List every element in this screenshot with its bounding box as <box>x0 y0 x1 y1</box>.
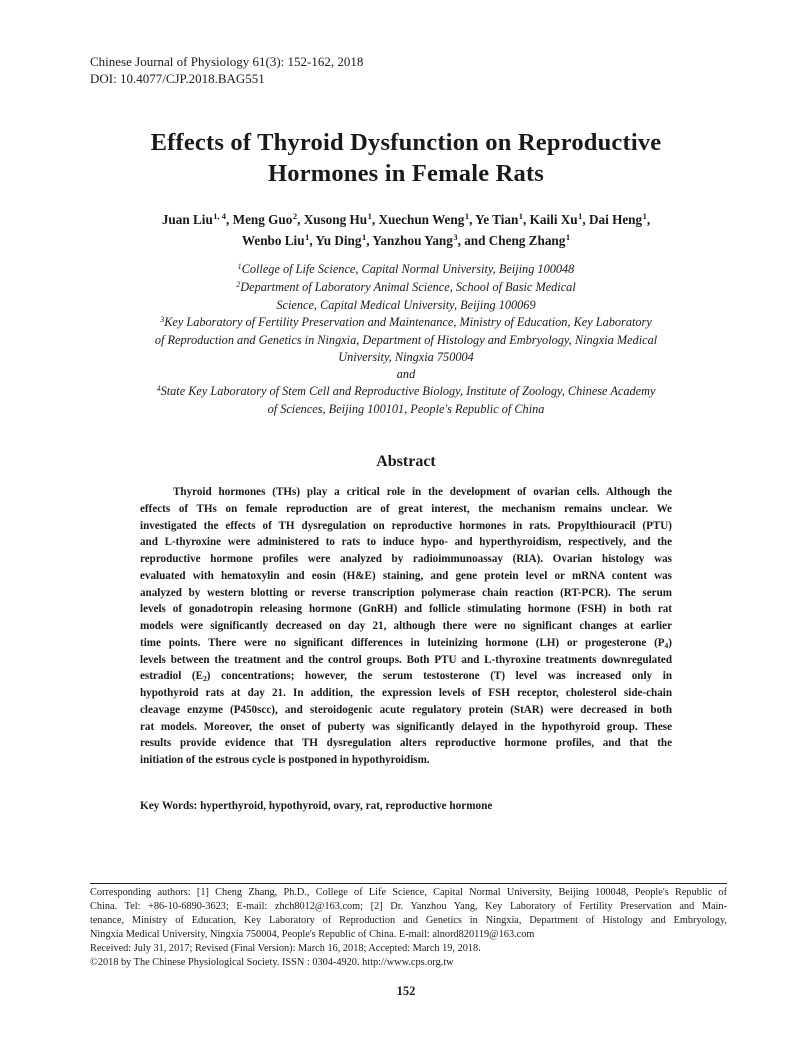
author-list <box>60 210 752 252</box>
footnote-line: Corresponding authors: [1] Cheng Zhang, Ph.D., College of Life Science, Capital Normal University, Beijing 100048, People's Republic of <box>90 887 727 898</box>
abstract-text: time points. There were no significant differences in luteinizing hormone (LH) or progesterone (P <box>140 636 665 649</box>
affiliation-marker: 1 <box>237 262 242 271</box>
author-name: Yu Ding <box>315 233 362 248</box>
abstract-line <box>140 635 672 652</box>
abstract-text: effects of THs on female reproduction are of great interest, the mechanism remains unclear. We <box>140 502 672 515</box>
author-affiliation-marker: 1, 4 <box>213 211 227 221</box>
author-name: Yanzhou Yang <box>372 233 453 248</box>
author-separator: , <box>457 233 465 248</box>
abstract-line <box>140 752 672 769</box>
author-separator: , <box>309 233 316 248</box>
author-name: Wenbo Liu <box>241 233 305 248</box>
author-name: and Cheng Zhang <box>464 233 566 248</box>
abstract-text: rat models. Moreover, the onset of puberty was significantly delayed in the hypothyroid group. These <box>140 720 672 733</box>
running-head <box>90 53 363 87</box>
author-name: Xusong Hu <box>303 212 368 227</box>
abstract-line <box>140 702 672 719</box>
title-line-2: Hormones in Female Rats <box>267 160 545 187</box>
affiliation-marker: 3 <box>160 315 165 324</box>
abstract-text: analyzed by western blotting or reverse transcription polymerase chain reaction (RT-PCR). The serum <box>140 586 672 599</box>
author-affiliation-marker: 1 <box>518 211 524 221</box>
abstract-line <box>140 534 672 551</box>
author-separator: , <box>297 212 304 227</box>
author-affiliation-marker: 1 <box>578 211 583 221</box>
affiliation-text: State Key Laboratory of Stem Cell and Reproductive Biology, Institute of Zoology, Chinese Academy <box>160 384 656 398</box>
affiliation-marker: 2 <box>236 280 241 289</box>
affiliation-4-cont: of Sciences, Beijing 100101, People's Republic of China <box>267 402 545 416</box>
author-separator: , <box>646 212 651 227</box>
abstract-text: initiation of the estrous cycle is postponed in hypothyroidism. <box>140 754 430 766</box>
journal-citation: Chinese Journal of Physiology 61(3): 152-162, 2018 <box>90 54 364 69</box>
abstract-line <box>140 652 672 669</box>
author-line-1 <box>60 210 752 231</box>
author-affiliation-marker: 1 <box>361 232 367 242</box>
affiliation-3 <box>60 314 752 332</box>
author-name: Dai Heng <box>588 212 643 227</box>
footnote <box>90 886 727 970</box>
abstract-text: estradiol (E <box>140 670 204 683</box>
abstract-heading: Abstract <box>376 453 436 470</box>
footnote-line: ©2018 by The Chinese Physiological Society. ISSN : 0304-4920. http://www.cps.org.tw <box>90 957 454 968</box>
author-separator: , <box>523 212 530 227</box>
abstract-body <box>140 484 672 769</box>
author-affiliation-marker: 2 <box>292 211 298 221</box>
author-separator: , <box>226 212 233 227</box>
abstract-text: hypothyroid rats at day 21. In addition, the expression levels of FSH receptor, cholesterol side-chain <box>140 687 672 699</box>
abstract-text: results provide evidence that TH dysregulation alters reproductive hormone profiles, and that the <box>140 737 672 750</box>
affiliations <box>60 261 752 418</box>
abstract-line <box>140 568 672 585</box>
abstract-line <box>140 484 672 501</box>
footnote-divider <box>90 883 727 884</box>
abstract-text: evaluated with hematoxylin and eosin (H&E) staining, and gene protein level or mRNA content was <box>140 569 672 582</box>
abstract-text: models were significantly decreased on day 21, although there were no significant changes at earlier <box>140 620 672 632</box>
author-affiliation-marker: 1 <box>464 211 470 221</box>
author-affiliation-marker: 1 <box>367 211 372 221</box>
abstract-line <box>140 551 672 568</box>
footnote-line: China. Tel: +86-10-6890-3623; E-mail: zhch8012@163.com; [2] Dr. Yanzhou Yang, Key Laboratory of Fertility Preservation and Main- <box>90 901 727 912</box>
affiliation-2 <box>60 279 752 297</box>
affiliation-text: Department of Laboratory Animal Science, School of Basic Medical <box>240 280 576 294</box>
abstract-line <box>140 585 672 602</box>
author-separator: , <box>582 212 589 227</box>
author-separator: , <box>366 233 373 248</box>
abstract-text: reproductive hormone profiles were analyzed by radioimmunoassay (RIA). Ovarian histology was <box>140 553 672 565</box>
subscript: 4 <box>664 640 669 650</box>
author-affiliation-marker: 1 <box>565 232 571 242</box>
abstract-text: and L-thyroxine were administered to rats to induce hypo- and hyperthyroidism, respectively, and the <box>140 536 672 549</box>
affiliation-1 <box>60 261 752 279</box>
abstract-line <box>140 719 672 736</box>
affiliation-text: College of Life Science, Capital Normal University, Beijing 100048 <box>241 262 575 276</box>
page-number: 152 <box>396 984 416 998</box>
author-name: Kaili Xu <box>529 212 578 227</box>
abstract-line <box>140 735 672 752</box>
title-line-1: Effects of Thyroid Dysfunction on Reproductive <box>150 129 662 156</box>
abstract-text: ) <box>668 636 672 649</box>
affiliation-2-cont: Science, Capital Medical University, Beijing 100069 <box>276 298 536 312</box>
author-line-2 <box>60 231 752 252</box>
affiliation-marker: 4 <box>156 384 161 393</box>
author-affiliation-marker: 3 <box>453 232 458 242</box>
abstract-text: investigated the effects of TH dysregulation on reproductive hormones in rats. Propylthiouracil (PTU) <box>140 519 672 532</box>
abstract-line <box>140 685 672 702</box>
author-affiliation-marker: 1 <box>642 211 647 221</box>
author-affiliation-marker: 1 <box>305 232 310 242</box>
abstract-text: cleavage enzyme (P450scc), and steroidogenic acute regulatory protein (StAR) were decreased in both <box>140 703 672 716</box>
article-title <box>60 127 752 189</box>
author-name: Ye Tian <box>475 212 519 227</box>
abstract-text: levels between the treatment and the control groups. Both PTU and L-thyroxine treatments downregulated <box>140 653 672 666</box>
abstract-line <box>140 518 672 535</box>
affiliation-text: Key Laboratory of Fertility Preservation and Maintenance, Ministry of Education, Key Laboratory <box>164 315 652 329</box>
doi: DOI: 10.4077/CJP.2018.BAG551 <box>90 71 265 86</box>
author-separator: , <box>371 212 379 227</box>
author-name: Juan Liu <box>161 212 213 227</box>
author-separator: , <box>469 212 476 227</box>
keywords: Key Words: hyperthyroid, hypothyroid, ovary, rat, reproductive hormone <box>140 800 493 812</box>
abstract-line <box>140 618 672 635</box>
affiliation-3-cont: of Reproduction and Genetics in Ningxia, Department of Histology and Embryology, Ningxia Medical <box>154 333 658 347</box>
footnote-line: tenance, Ministry of Education, Key Laboratory of Reproduction and Genetics in Ningxia, Department of Histology and Embryology, <box>90 915 727 926</box>
affiliation-4 <box>60 383 752 401</box>
abstract-line <box>140 601 672 618</box>
abstract-text: Thyroid hormones (THs) play a critical role in the development of ovarian cells. Although the <box>173 486 672 498</box>
author-name: Meng Guo <box>232 212 293 227</box>
footnote-line: Received: July 31, 2017; Revised (Final Version): March 16, 2018; Accepted: March 19, 2018. <box>90 943 481 954</box>
author-name: Xuechun Weng <box>378 212 465 227</box>
subscript: 2 <box>203 674 207 684</box>
affiliation-and: and <box>396 367 416 381</box>
abstract-line <box>140 668 672 685</box>
footnote-line: Ningxia Medical University, Ningxia 750004, People's Republic of China. E-mail: alnord820119@163.com <box>90 929 535 940</box>
abstract-text: ) concentrations; however, the serum testosterone (T) level was increased only in <box>206 670 672 683</box>
abstract-line <box>140 501 672 518</box>
affiliation-3-cont-2: University, Ningxia 750004 <box>338 350 474 364</box>
abstract-text: levels of gonadotropin releasing hormone (GnRH) and follicle stimulating hormone (FSH) in both rat <box>140 603 672 616</box>
